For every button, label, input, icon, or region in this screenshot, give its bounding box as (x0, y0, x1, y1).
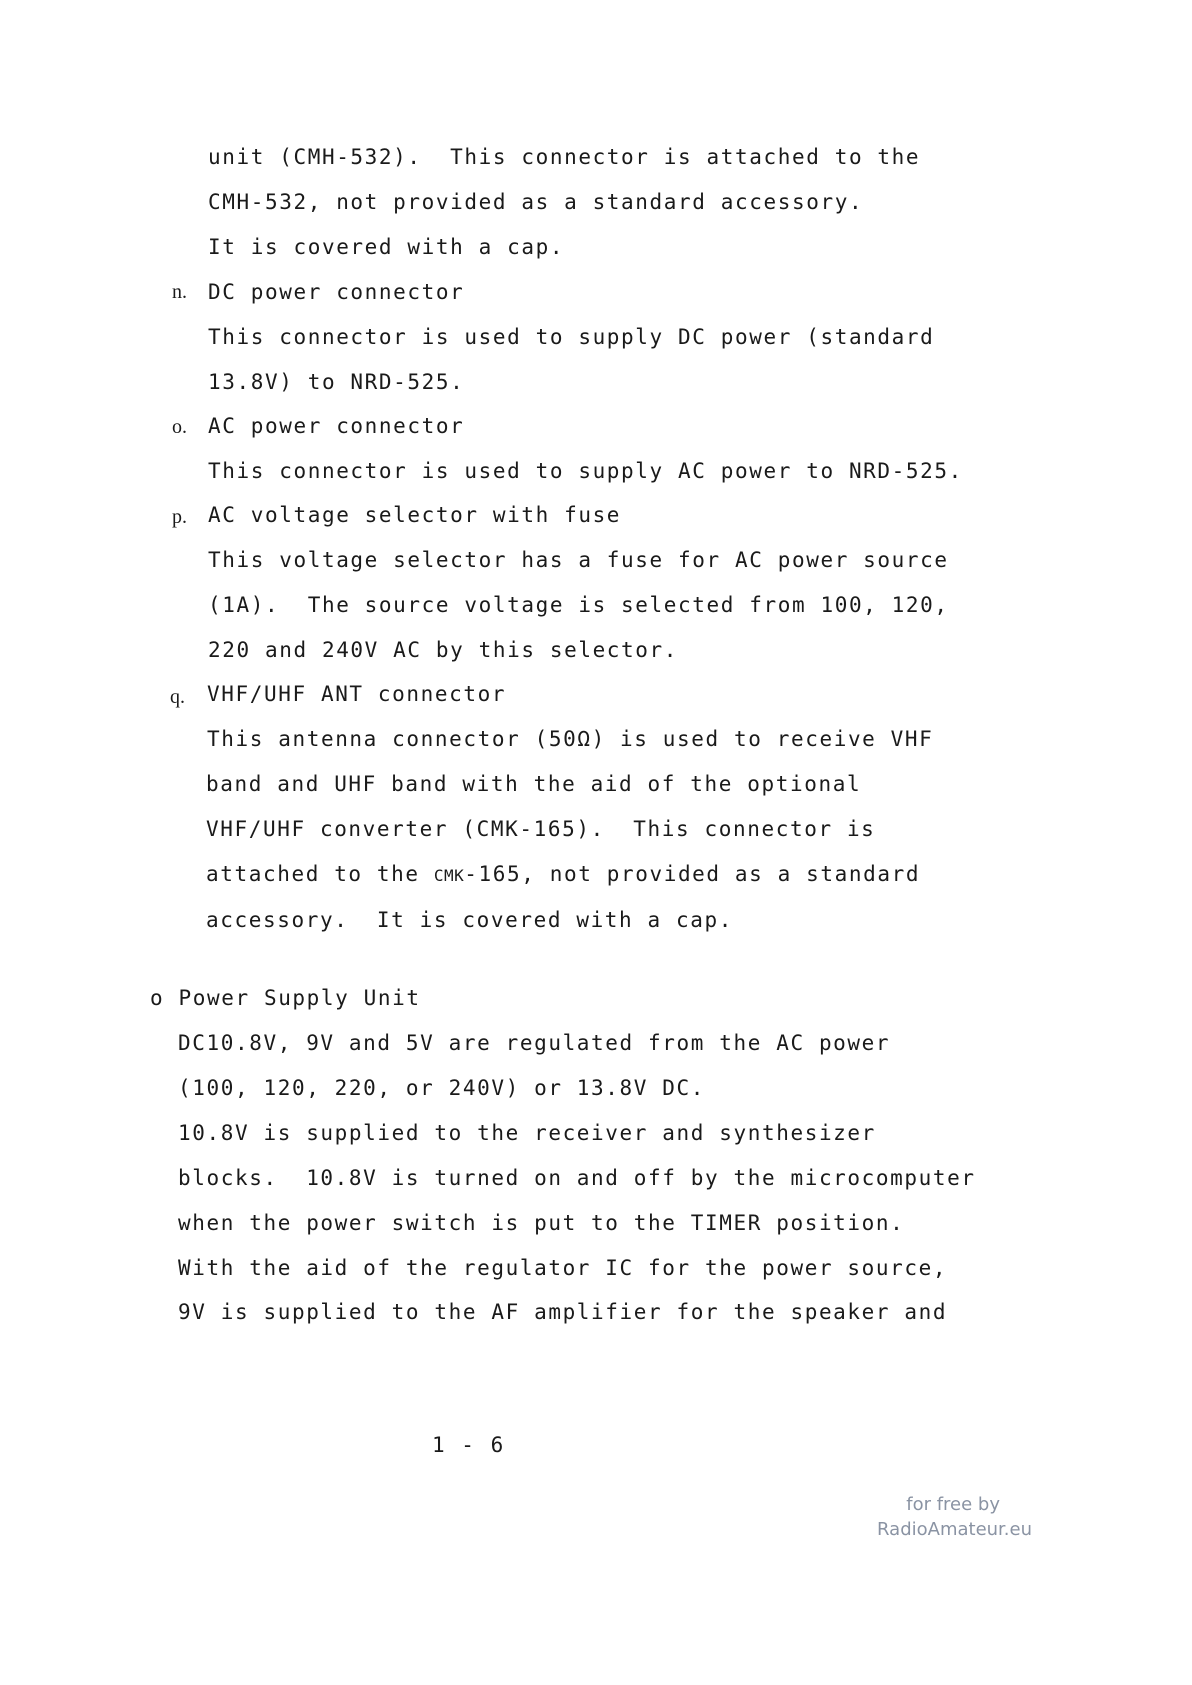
text-line: VHF/UHF converter (CMK-165). This connector is (206, 817, 876, 841)
watermark-line: for free by (906, 1494, 1000, 1515)
text-line: 220 and 240V AC by this selector. (208, 638, 679, 662)
text-line: band and UHF band with the aid of the optional (206, 772, 862, 796)
text-line: 9V is supplied to the AF amplifier for the speaker and (178, 1300, 948, 1324)
text-line: (100, 120, 220, or 240V) or 13.8V DC. (178, 1076, 705, 1100)
item-marker-o: o. (172, 416, 187, 438)
text-fragment: attached to the (206, 862, 434, 886)
item-heading: DC power connector (208, 280, 465, 304)
section-heading: o Power Supply Unit (150, 986, 421, 1010)
text-fragment: -165, not provided as a standard (464, 862, 921, 886)
text-line: This voltage selector has a fuse for AC power source (208, 548, 949, 572)
text-line: This connector is used to supply DC power (standard (208, 325, 935, 349)
text-line: unit (CMH-532). This connector is attached to the (208, 145, 921, 169)
item-marker-n: n. (172, 281, 187, 303)
text-line: (1A). The source voltage is selected from 100, 120, (208, 593, 949, 617)
item-heading: AC power connector (208, 414, 465, 438)
text-line: DC10.8V, 9V and 5V are regulated from the AC power (178, 1031, 891, 1055)
item-marker-p: p. (172, 506, 187, 528)
text-line: 13.8V) to NRD-525. (208, 370, 465, 394)
text-line: 10.8V is supplied to the receiver and synthesizer (178, 1121, 876, 1145)
text-line: This connector is used to supply AC power to NRD-525. (208, 459, 963, 483)
watermark-line: RadioAmateur.eu (877, 1519, 1032, 1540)
text-line: It is covered with a cap. (208, 235, 565, 259)
item-marker-q: q. (170, 686, 185, 708)
text-line (206, 861, 920, 889)
text-fragment-small: CMK (433, 866, 465, 885)
text-line: CMH-532, not provided as a standard accessory. (208, 190, 864, 214)
text-line: With the aid of the regulator IC for the power source, (178, 1256, 948, 1280)
text-line: This antenna connector (50Ω) is used to receive VHF (207, 727, 934, 751)
text-line: when the power switch is put to the TIMER position. (178, 1211, 905, 1235)
text-line: accessory. It is covered with a cap. (206, 908, 733, 932)
item-heading: AC voltage selector with fuse (208, 503, 622, 527)
text-line: blocks. 10.8V is turned on and off by the microcomputer (178, 1166, 976, 1190)
item-heading: VHF/UHF ANT connector (207, 682, 507, 706)
page-number: 1 - 6 (432, 1433, 506, 1457)
